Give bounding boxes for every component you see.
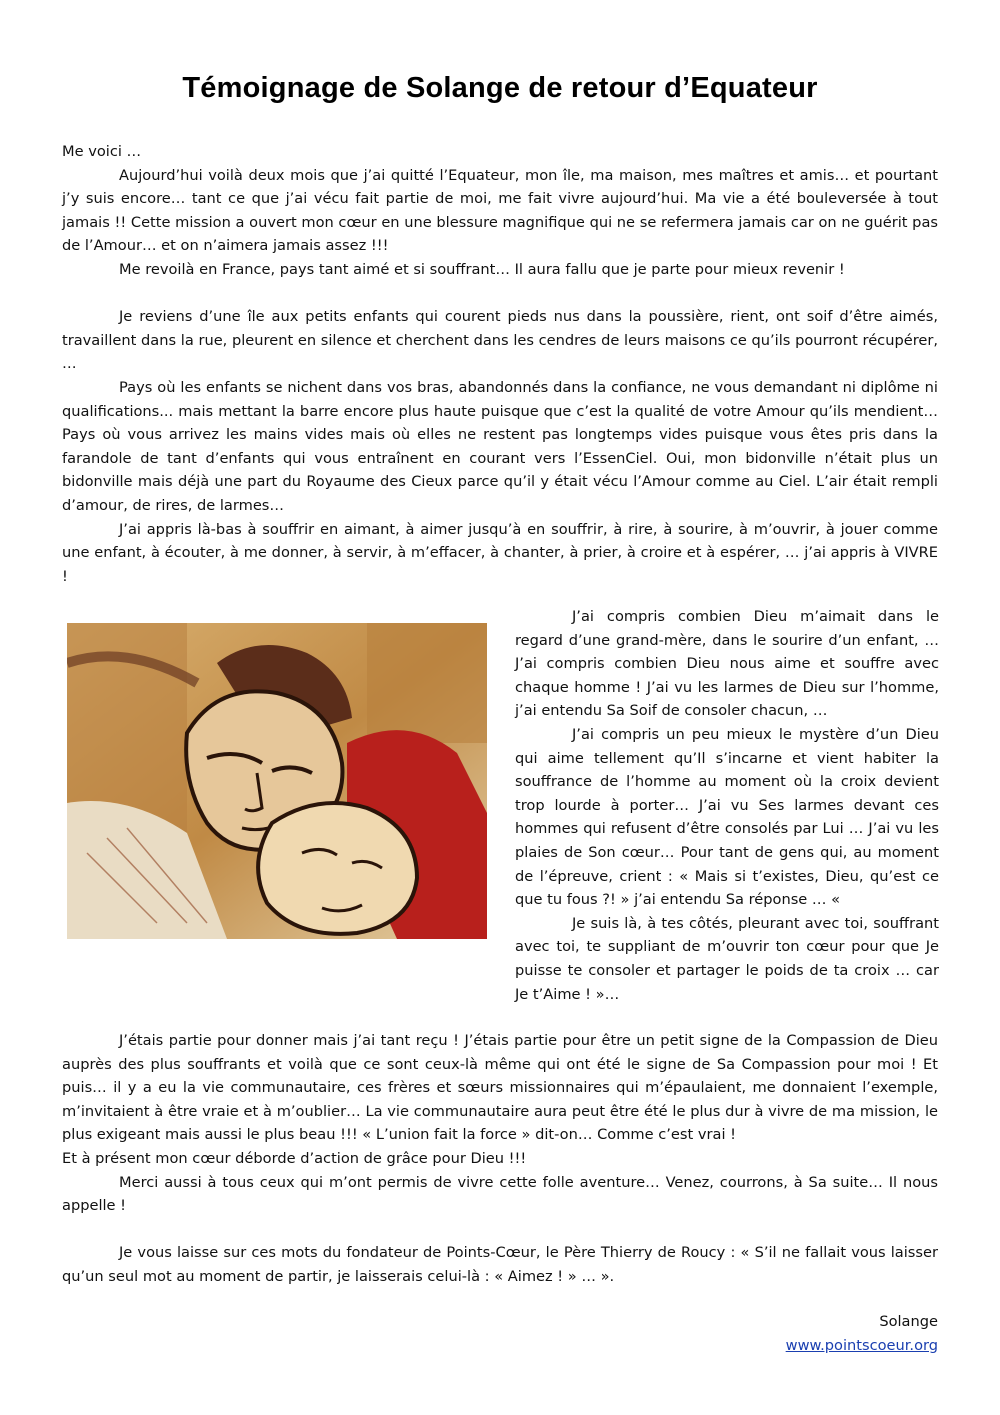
column-paragraph: J’ai compris un peu mieux le mystère d’un Dieu qui aime tellement qu’Il s’incarne et vient habiter la souffrance de l’homme au moment où la croix devient trop lourde à porter… J’ai vu Ses larmes devant ces hommes qui refusent d’être consolés par Lui … J’ai vu les plaies de Son cœur… Pour tant de gens qui, au moment de l’épreuve, crient : « Mais si t’existes, Dieu, qu’est ce que tu fous ?! » j’ai entendu Sa réponse … « xyxy=(515,725,939,909)
intro-paragraph: Me revoilà en France, pays tant aimé et si souffrant… Il aura fallu que je parte pour mieux revenir ! xyxy=(119,260,845,278)
painting-illustration xyxy=(67,623,487,939)
signature-block xyxy=(786,1310,938,1357)
website-link[interactable]: www.pointscoeur.org xyxy=(785,1336,938,1354)
signature-name: Solange xyxy=(879,1313,938,1330)
closing-paragraph: Et à présent mon cœur déborde d’action de grâce pour Dieu !!! xyxy=(62,1149,527,1167)
page-title: Témoignage de Solange de retour d’Equateur xyxy=(182,72,818,104)
painting-image xyxy=(67,623,487,939)
island-paragraph: Je reviens d’une île aux petits enfants qui courent pieds nus dans la poussière, rient, ont soif d’être aimés, travaillent dans la rue, pleurent en silence et cherchent dans les cendres de leurs maisons ce qu’ils pourront récupérer, … xyxy=(62,308,938,373)
island-paragraph: J’ai appris là-bas à souffrir en aimant, à aimer jusqu’à en souffrir, à rire, à sourire, à m’ouvrir, à jouer comme une enfant, à écouter, à me donner, à servir, à m’effacer, à chanter, à prier, à croire et à espérer, … j’ai appris à VIVRE ! xyxy=(62,520,938,585)
closing-paragraph: Merci aussi à tous ceux qui m’ont permis de vivre cette folle aventure… Venez, courrons, à Sa suite… Il nous appelle ! xyxy=(62,1173,938,1215)
compassion-column xyxy=(515,605,939,1006)
closing-quote-paragraph: Je vous laisse sur ces mots du fondateur de Points-Cœur, le Père Thierry de Roucy : « S’il ne fallait vous laisser qu’un seul mot au moment de partir, je laisserais celui-là : « Aimez ! » … ». xyxy=(62,1244,938,1285)
closing-section xyxy=(62,1029,938,1289)
intro-section xyxy=(62,140,938,588)
island-paragraph: Pays où les enfants se nichent dans vos bras, abandonnés dans la confiance, ne vous demandant ni diplôme ni qualifications... mais mettant la barre encore plus haute puisque que c’est la qualité de votre Amour qu’ils mendient… Pays où vous arrivez les mains vides mais où elles ne restent pas longtemps vides puisque vous êtes pris dans la farandole de tant d’enfants qui vous entraînent en courant vers l’EssenCiel. Oui, mon bidonville n’était plus un bidonville mais déjà une part du Royaume des Cieux parce qu’il y était vécu l’Amour comme au Ciel. L’air était rempli d’amour, de rires, de larmes… xyxy=(62,378,938,514)
closing-paragraph: J’étais partie pour donner mais j’ai tant reçu ! J’étais partie pour être un petit signe de la Compassion de Dieu auprès des plus souffrants et voilà que ce sont ceux-là même qui ont été le signe de Sa Compassion pour moi ! Et puis… il y a eu la vie communautaire, ces frères et sœurs missionnaires qui m’épaulaient, me donnaient l’exemple, m’invitaient à être vraie et à m’oublier… La vie communautaire aura peut être été le plus dur à vivre de ma mission, le plus exigeant mais aussi le plus beau !!! « L’union fait la force » dit-on… Comme c’est vrai ! xyxy=(62,1032,938,1144)
intro-paragraph: Aujourd’hui voilà deux mois que j’ai quitté l’Equateur, mon île, ma maison, mes maîtres et amis… et pourtant j’y suis encore… tant ce que j’ai vécu fait partie de moi, me fait vivre aujourd’hui. Ma vie a été bouleversée à tout jamais !! Cette mission a ouvert mon cœur en une blessure magnifique qui ne se refermera jamais car on ne guérit pas de l’Amour… et on n’aimera jamais assez !!! xyxy=(62,166,938,255)
intro-greeting: Me voici … xyxy=(62,143,142,160)
column-paragraph: J’ai compris combien Dieu m’aimait dans le regard d’une grand-mère, dans le sourire d’un enfant, … J’ai compris combien Dieu nous aime et souffre avec chaque homme ! J’ai vu les larmes de Dieu sur l’homme, j’ai entendu Sa Soif de consoler chacun, … xyxy=(515,608,939,720)
column-paragraph: Je suis là, à tes côtés, pleurant avec toi, souffrant avec toi, te suppliant de m’ouvrir ton cœur pour que Je puisse te consoler et partager le poids de ta croix … car Je t’Aime ! »… xyxy=(515,914,939,1003)
